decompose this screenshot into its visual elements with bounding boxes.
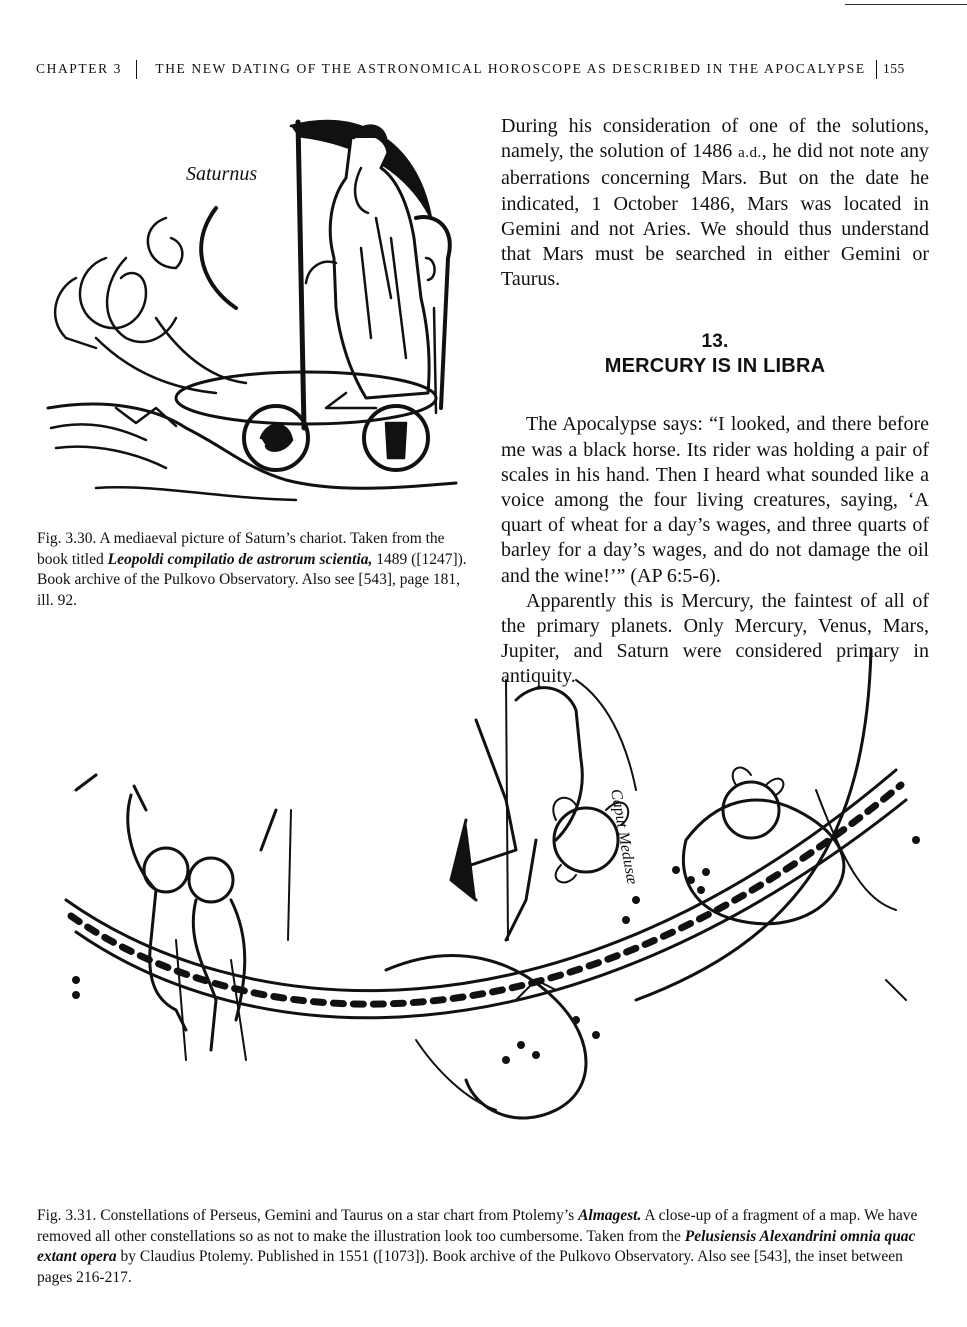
figure-saturn-chariot bbox=[36, 108, 462, 518]
divider bbox=[136, 60, 137, 79]
running-head bbox=[36, 58, 931, 80]
paragraph: Apparently this is Mercury, the faintest of all of the primary planets. Only Mercury, Venus, Mars, Jupiter, and Saturn were considered primary in antiquity. bbox=[501, 589, 929, 688]
caption-book-title: Almagest. bbox=[578, 1207, 642, 1224]
saturn-chariot-illustration bbox=[36, 108, 462, 518]
caption-text: A close-up of a fragment of a map. We have removed all other constellations so as not to make the illustration look too cumbersome. Taken from the bbox=[37, 1207, 918, 1245]
figure-3-31-caption bbox=[37, 1206, 933, 1288]
caput-medusae-label: Caput Medusæ bbox=[607, 787, 641, 886]
section-heading bbox=[501, 329, 929, 379]
caption-text: by Claudius Ptolemy. Published in 1551 ([1073]). Book archive of the Pulkovo Observatory. Also see [543], the inset between pages 216-217. bbox=[37, 1248, 903, 1286]
chapter-title: THE NEW DATING OF THE ASTRONOMICAL HOROSCOPE AS DESCRIBED IN THE APOCALYPSE bbox=[155, 61, 866, 76]
era-abbreviation: a.d. bbox=[738, 145, 762, 162]
figure-3-30-caption bbox=[37, 529, 477, 611]
top-rule bbox=[845, 4, 967, 5]
caption-book-title: Pelusiensis Alexandrini omnia quac extant opera bbox=[37, 1227, 916, 1265]
saturnus-label: Saturnus bbox=[186, 163, 258, 185]
section-title: MERCURY IS IN LIBRA bbox=[604, 355, 826, 378]
star-chart-illustration bbox=[36, 640, 936, 1200]
figure-star-chart bbox=[36, 640, 936, 1200]
caption-book-title: Leopoldi compilatio de astrorum scientia, bbox=[107, 550, 373, 568]
page-number: 155 bbox=[882, 61, 905, 76]
body-text-column bbox=[501, 114, 929, 690]
paragraph: The Apocalypse says: “I looked, and there before me was a black horse. Its rider was holding a pair of scales in his hand. Then I heard what sounded like a voice among the four living creatures, saying, ‘A quart of wheat for a day’s wages, and three quarts of barley for a day’s wages, and do not damage the oil and the wine!’” (AP 6:5-6). bbox=[501, 413, 929, 587]
chapter-label: CHAPTER 3 bbox=[36, 61, 123, 76]
divider bbox=[876, 60, 877, 79]
caption-text: 1489 ([1247]). Book archive of the Pulkovo Observatory. Also see [543], page 181, ill. 92. bbox=[37, 550, 467, 609]
section-number: 13. bbox=[701, 331, 729, 353]
caption-text: Fig. 3.30. A mediaeval picture of Saturn’s chariot. Taken from the book titled bbox=[37, 530, 445, 568]
paragraph: During his consideration of one of the solutions, namely, the solution of 1486 a.d., he did not note any aberrations concerning Mars. But on the date he indicated, 1 October 1486, Mars was located in Gemini and not Aries. We should thus understand that Mars must be searched in either Gemini or Taurus. bbox=[501, 115, 929, 291]
caption-text: Fig. 3.31. Constellations of Perseus, Gemini and Taurus on a star chart from Ptolemy’s bbox=[37, 1207, 579, 1224]
